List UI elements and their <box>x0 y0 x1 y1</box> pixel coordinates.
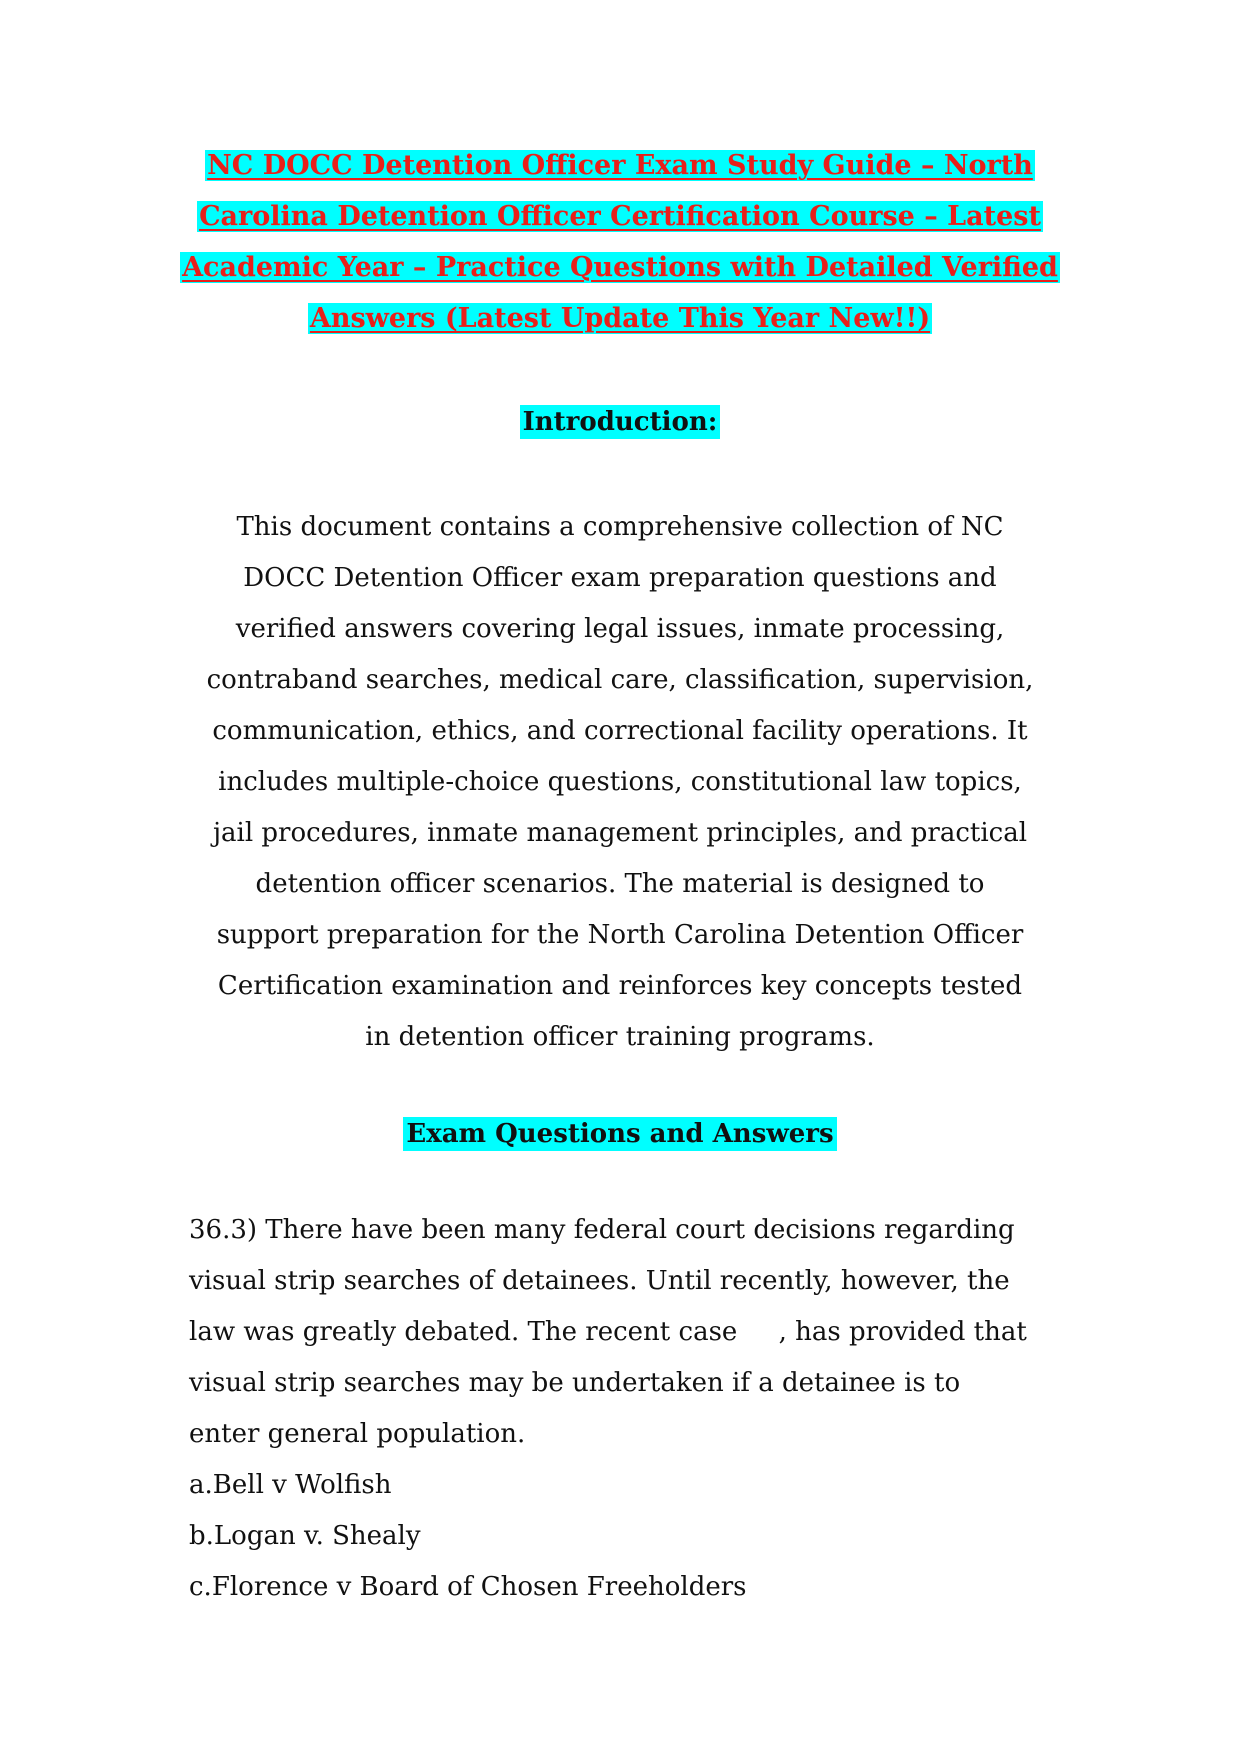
title-line: NC DOCC Detention Officer Exam Study Guide – North <box>207 150 1033 181</box>
answer-option-b: b.Logan v. Shealy <box>189 1521 421 1551</box>
answer-option-c: c.Florence v Board of Chosen Freeholders <box>189 1572 747 1602</box>
title-line: Answers (Latest Update This Year New!!) <box>309 303 931 334</box>
intro-line: detention officer scenarios. The material is designed to <box>255 869 985 899</box>
intro-line: verified answers covering legal issues, inmate processing, <box>235 614 1005 644</box>
title-line: Carolina Detention Officer Certification Course – Latest <box>199 201 1041 232</box>
question-line: visual strip searches of detainees. Until recently, however, the <box>189 1266 1010 1296</box>
title-line: Academic Year – Practice Questions with Detailed Verified <box>182 252 1058 283</box>
document-title <box>140 140 1100 344</box>
intro-line: jail procedures, inmate management principles, and practical <box>212 818 1028 848</box>
introduction-paragraph <box>160 502 1080 1063</box>
question-line: visual strip searches may be undertaken if a detainee is to <box>189 1368 961 1398</box>
intro-line: in detention officer training programs. <box>365 1022 875 1052</box>
question-line: 36.3) There have been many federal court decisions regarding <box>189 1215 1015 1245</box>
intro-line: This document contains a comprehensive collection of NC <box>236 512 1004 542</box>
intro-line: Certification examination and reinforces key concepts tested <box>217 971 1023 1001</box>
answer-option-a: a.Bell v Wolfish <box>189 1470 392 1500</box>
question-text <box>189 1205 1089 1460</box>
question-line: law was greatly debated. The recent case , has provided that <box>189 1317 1027 1347</box>
answer-options <box>189 1460 1089 1613</box>
intro-line: contraband searches, medical care, classification, supervision, <box>206 665 1034 695</box>
intro-line: communication, ethics, and correctional facility operations. It <box>212 716 1028 746</box>
intro-line: support preparation for the North Carolina Detention Officer <box>216 920 1024 950</box>
intro-line: DOCC Detention Officer exam preparation questions and <box>243 563 997 593</box>
introduction-heading: Introduction: <box>140 403 1100 441</box>
intro-line: includes multiple-choice questions, constitutional law topics, <box>218 767 1022 797</box>
question-line: enter general population. <box>189 1419 526 1449</box>
exam-questions-heading: Exam Questions and Answers <box>140 1115 1100 1153</box>
